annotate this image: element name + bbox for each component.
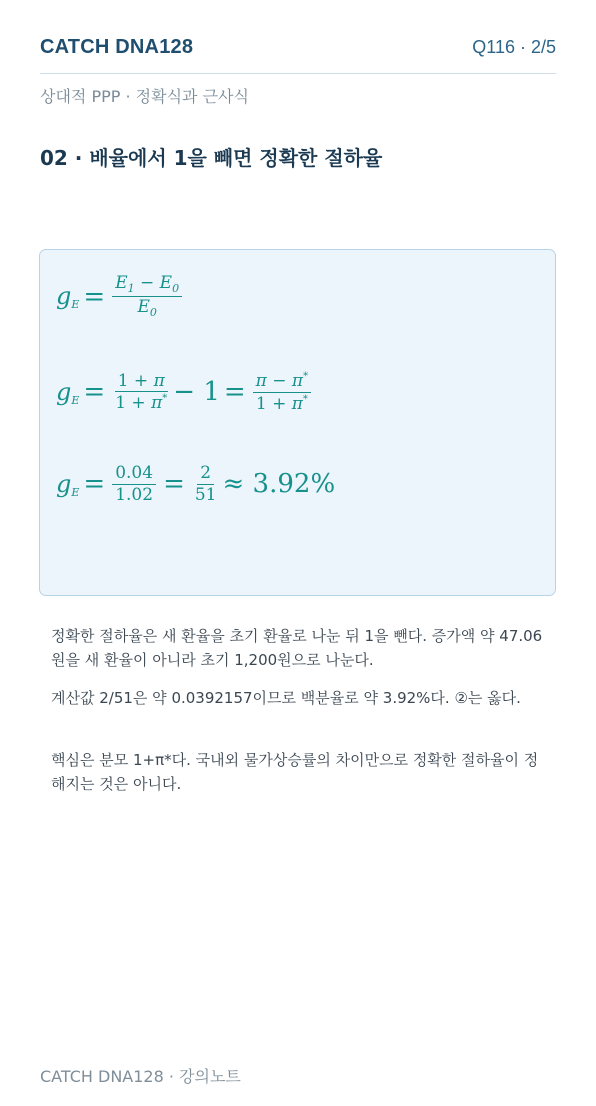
fraction-numerator: $E_1 - E_0$ [112,274,182,297]
fraction [112,372,170,413]
equals-sign: = [163,469,185,500]
header [40,36,556,74]
approx-result: ≈ 3.92% [222,469,336,500]
explanation-paragraph: 핵심은 분모 1+π*다. 국내외 물가상승률의 차이만으로 정확한 절하율이 정해지는 것은 아니다. [51,751,539,793]
formula-lhs: $g_E$ [56,469,80,499]
fraction [192,464,220,504]
fraction-numerator: π − π* [253,371,311,393]
brand-title: CATCH DNA128 [40,36,194,58]
fraction-denominator: $E_0$ [137,297,157,320]
fraction-denominator: 1 + π* [255,393,308,414]
formula-exact-definition [56,274,185,319]
subtitle: 상대적 PPP · 정확식과 근사식 [40,87,249,106]
formula-lhs: $g_E$ [56,377,80,407]
page-indicator: Q116 · 2/5 [472,37,556,57]
equals-sign: = [83,377,106,408]
formula-box [39,249,556,596]
fraction-denominator: 1.02 [115,484,154,505]
equals-sign: = [83,281,106,312]
fraction-numerator: 1 + π [115,372,168,393]
fraction-denominator: 51 [194,484,217,505]
fraction-numerator: 0.04 [112,464,156,485]
section-title: 02 · 배율에서 1을 빼면 정확한 절하율 [40,146,383,170]
fraction-numerator: 2 [197,464,214,485]
formula-ppp-ratio [56,371,314,413]
formula-lhs: $g_E$ [56,282,80,312]
fraction-denominator: 1 + π* [115,393,168,414]
footer: CATCH DNA128 · 강의노트 [40,1067,241,1086]
fraction [112,274,182,319]
fraction [112,464,156,504]
equals-sign: = [83,469,106,500]
explanation-paragraph: 정확한 절하율은 새 환율을 초기 환율로 나눈 뒤 1을 뺀다. 증가액 약 47.06원을 새 환율이 아니라 초기 1,200원으로 나눈다. [51,627,543,669]
explanation-paragraph: 계산값 2/51은 약 0.0392157이므로 백분율로 약 3.92%다. ②는 옳다. [51,689,521,707]
minus-one: − 1 [173,377,220,408]
equals-sign: = [223,377,246,408]
fraction [253,371,311,413]
formula-numeric-result [56,464,335,504]
